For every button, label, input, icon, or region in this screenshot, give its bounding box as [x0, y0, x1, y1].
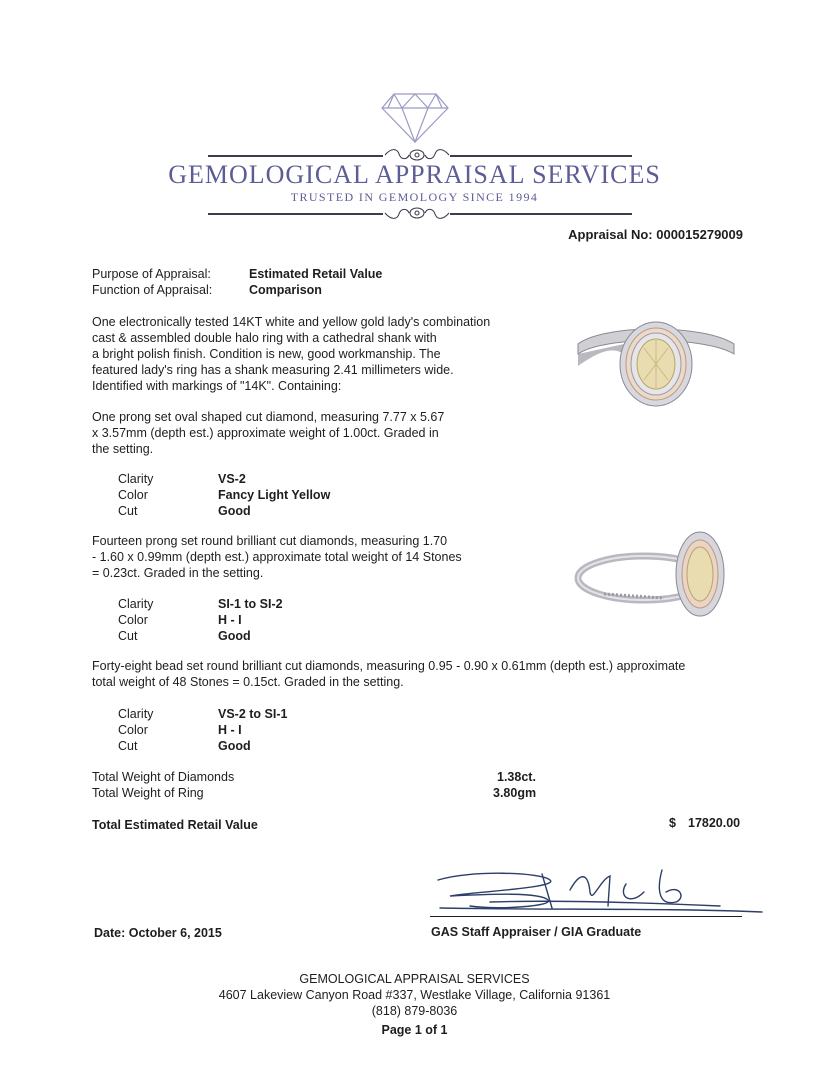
- description-line: One electronically tested 14KT white and yellow gold lady's combination: [92, 315, 491, 329]
- stone3-color-label: Color: [118, 723, 148, 737]
- description-line: featured lady's ring has a shank measuring 2.41 millimeters wide.: [92, 363, 454, 377]
- stone1-clarity-label: Clarity: [118, 472, 154, 486]
- ring-photo-side: [574, 524, 738, 624]
- stone2-description: [92, 533, 462, 581]
- stone3-desc-line: total weight of 48 Stones = 0.15ct. Graded in the setting.: [92, 675, 404, 689]
- purpose-label: Purpose of Appraisal:: [92, 267, 211, 281]
- stone2-desc-line: = 0.23ct. Graded in the setting.: [92, 566, 264, 580]
- appraisal-number: Appraisal No: 000015279009: [568, 227, 743, 242]
- stone1-desc-line: x 3.57mm (depth est.) approximate weight of 1.00ct. Graded in: [92, 426, 439, 440]
- retail-value-label: Total Estimated Retail Value: [92, 818, 258, 832]
- stone3-clarity-value: VS-2 to SI-1: [218, 707, 288, 721]
- retail-currency: $: [669, 816, 676, 830]
- stone3-cut-label: Cut: [118, 739, 138, 753]
- footer-company: GEMOLOGICAL APPRAISAL SERVICES: [299, 972, 530, 986]
- stone1-description: [92, 409, 444, 457]
- stone2-clarity-label: Clarity: [118, 597, 154, 611]
- total-ring-label: Total Weight of Ring: [92, 786, 204, 800]
- diamond-logo-icon: [380, 92, 450, 144]
- description-line: a bright polish finish. Condition is new, good workmanship. The: [92, 347, 441, 361]
- ring-photo-top: [574, 314, 738, 414]
- company-name: GEMOLOGICAL APPRAISAL SERVICES: [168, 160, 661, 189]
- ring-description: [92, 314, 490, 394]
- stone2-clarity-value: SI-1 to SI-2: [218, 597, 283, 611]
- appraisal-date: Date: October 6, 2015: [94, 926, 222, 940]
- stone1-color-label: Color: [118, 488, 148, 502]
- header-rule-bottom-left: [208, 213, 383, 215]
- stone1-cut-label: Cut: [118, 504, 138, 518]
- footer-phone: (818) 879-8036: [371, 1004, 458, 1018]
- stone1-clarity-value: VS-2: [218, 472, 246, 486]
- header-rule-bottom-right: [450, 213, 632, 215]
- stone1-desc-line: the setting.: [92, 442, 154, 456]
- stone2-color-value: H - I: [218, 613, 242, 627]
- total-diamonds-value: 1.38ct.: [497, 770, 536, 784]
- header-rule-top-left: [208, 155, 383, 157]
- stone1-cut-value: Good: [218, 504, 251, 518]
- purpose-value: Estimated Retail Value: [249, 267, 383, 281]
- stone2-cut-value: Good: [218, 629, 251, 643]
- stone2-desc-line: Fourteen prong set round brilliant cut diamonds, measuring 1.70: [92, 534, 448, 548]
- description-line: Identified with markings of "14K". Containing:: [92, 379, 342, 393]
- appraiser-title: GAS Staff Appraiser / GIA Graduate: [431, 925, 642, 939]
- stone3-clarity-label: Clarity: [118, 707, 154, 721]
- total-diamonds-label: Total Weight of Diamonds: [92, 770, 235, 784]
- function-label: Function of Appraisal:: [92, 283, 213, 297]
- page-number: Page 1 of 1: [381, 1023, 448, 1037]
- function-value: Comparison: [249, 283, 322, 297]
- company-tagline: TRUSTED IN GEMOLOGY SINCE 1994: [290, 190, 539, 204]
- stone3-cut-value: Good: [218, 739, 251, 753]
- stone1-color-value: Fancy Light Yellow: [218, 488, 331, 502]
- stone2-color-label: Color: [118, 613, 148, 627]
- flourish-bottom-icon: [383, 204, 451, 222]
- appraiser-signature: [430, 862, 766, 922]
- retail-value: 17820.00: [688, 816, 741, 830]
- description-line: cast & assembled double halo ring with a cathedral shank with: [92, 331, 437, 345]
- total-ring-value: 3.80gm: [493, 786, 537, 800]
- header-rule-top-right: [450, 155, 632, 157]
- footer-address: 4607 Lakeview Canyon Road #337, Westlake Village, California 91361: [218, 988, 611, 1002]
- stone2-desc-line: - 1.60 x 0.99mm (depth est.) approximate total weight of 14 Stones: [92, 550, 462, 564]
- stone1-desc-line: One prong set oval shaped cut diamond, measuring 7.77 x 5.67: [92, 410, 445, 424]
- stone2-cut-label: Cut: [118, 629, 138, 643]
- signature-line: [430, 916, 742, 917]
- stone3-description: [92, 658, 685, 690]
- stone3-desc-line: Forty-eight bead set round brilliant cut diamonds, measuring 0.95 - 0.90 x 0.61mm (depth est.) approximate: [92, 659, 686, 673]
- stone3-color-value: H - I: [218, 723, 242, 737]
